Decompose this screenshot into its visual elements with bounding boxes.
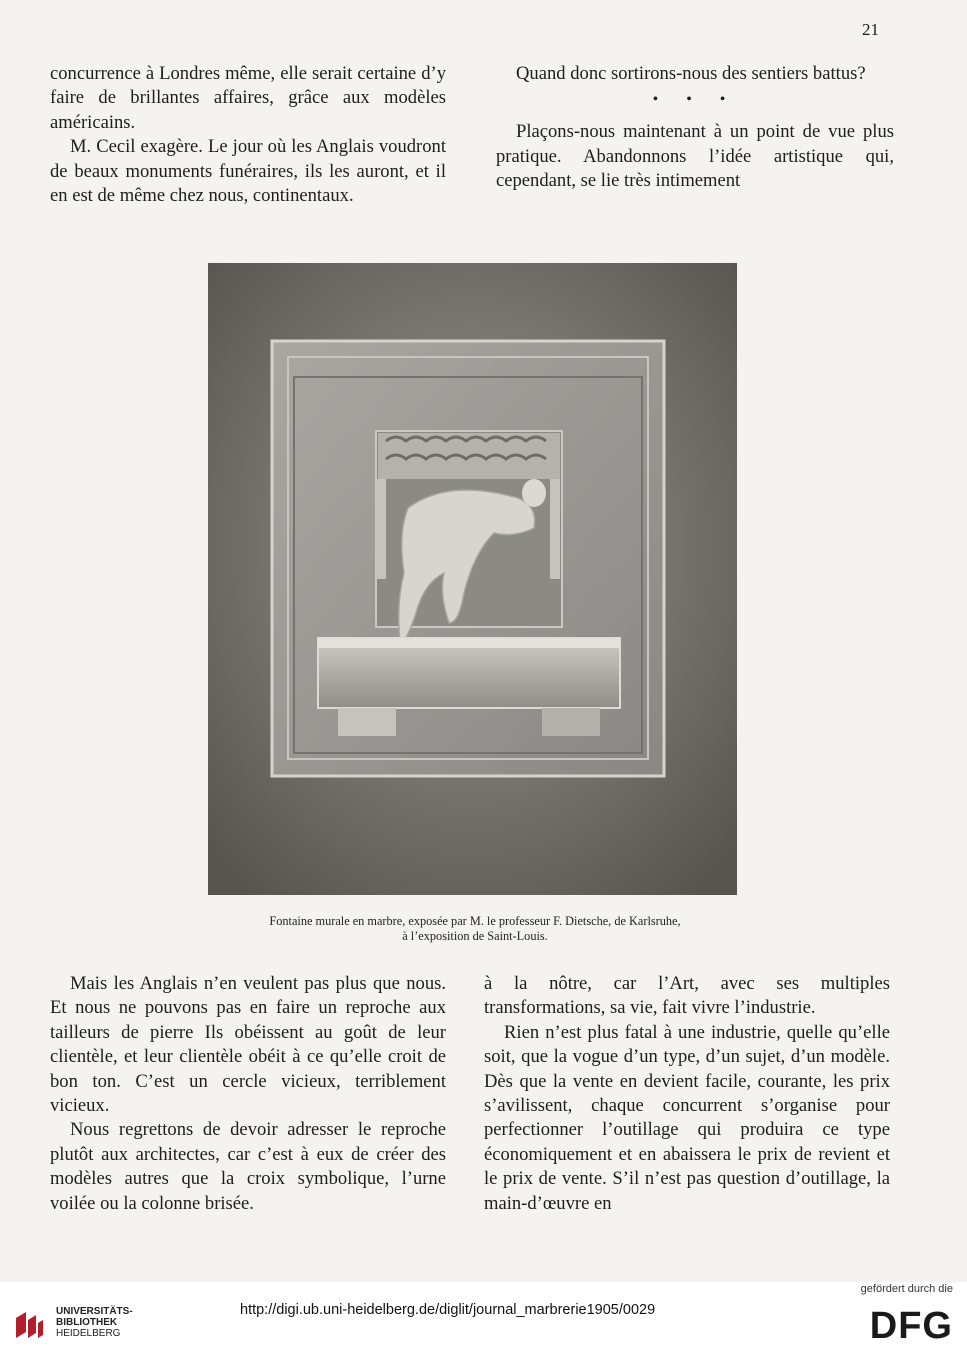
paragraph: Plaçons-nous maintenant à un point de vue plus pratique. Abandonnons l’idée artistique qui, cependant, se lie très intimement	[496, 121, 894, 192]
library-name	[56, 1306, 133, 1339]
library-name-line: HEIDELBERG	[56, 1328, 121, 1339]
library-name-line: UNIVERSITÄTS-	[56, 1306, 133, 1317]
page-number: 21	[862, 20, 879, 39]
section-separator: • • •	[652, 91, 738, 109]
university-library-logo-icon	[12, 1308, 46, 1342]
paragraph: concurrence à Londres même, elle serait certaine d’y faire de brillantes affaires, grâce aux modèles américains.	[50, 63, 446, 133]
bottom-left-column	[50, 972, 446, 1216]
digitization-footer	[0, 1282, 967, 1357]
top-left-column	[50, 62, 446, 208]
paragraph: Nous regrettons de devoir adresser le reproche plutôt aux architectes, car c’est à eux de créer des modèles autres que la croix symbolique, l’urne voilée ou la colonne brisée.	[50, 1119, 446, 1214]
paragraph: Quand donc sortirons-nous des sentiers battus?	[516, 63, 866, 84]
top-right-column	[496, 62, 894, 194]
caption-line: à l’exposition de Saint-Louis.	[402, 929, 548, 943]
paragraph: M. Cecil exagère. Le jour où les Anglais voudront de beaux monuments funéraires, ils les auront, et il en est de même chez nous, continentaux.	[50, 136, 446, 207]
dfg-logo: DFG	[869, 1305, 953, 1347]
caption-line: Fontaine murale en marbre, exposée par M. le professeur F. Dietsche, de Karlsruhe,	[269, 914, 681, 928]
paragraph: Rien n’est plus fatal à une industrie, quelle qu’elle soit, que la vogue d’un type, d’un sujet, d’un modèle. Dès que la vente en devient facile, courante, les prix s’avilissent, chaque concurrent s’organise pour perfectionner l’outillage qui produira ce type économiquement et en abaissera le prix de revient et le prix de vente. S’il n’est pas question d’outillage, la main-d’œuvre en	[484, 1021, 890, 1214]
marble-fountain-relief-image	[208, 263, 737, 895]
funding-label: gefördert durch die	[860, 1283, 953, 1295]
permalink-url[interactable]: http://digi.ub.uni-heidelberg.de/diglit/journal_marbrerie1905/0029	[240, 1302, 656, 1318]
paragraph: Mais les Anglais n’en veulent pas plus que nous. Et nous ne pouvons pas en faire un reproche aux tailleurs de pierre Ils obéissent au goût de leur clientèle, et leur clientèle obéit à ce qu’elle croit de bon ton. C’est un cercle vicieux, terriblement vicieux.	[50, 973, 446, 1117]
paragraph: à la nôtre, car l’Art, avec ses multiples transformations, sa vie, fait vivre l’industrie.	[484, 973, 890, 1019]
bottom-right-column	[484, 972, 890, 1216]
library-name-line: BIBLIOTHEK	[56, 1317, 118, 1328]
fountain-photograph	[208, 263, 737, 895]
figure-caption	[150, 914, 800, 944]
